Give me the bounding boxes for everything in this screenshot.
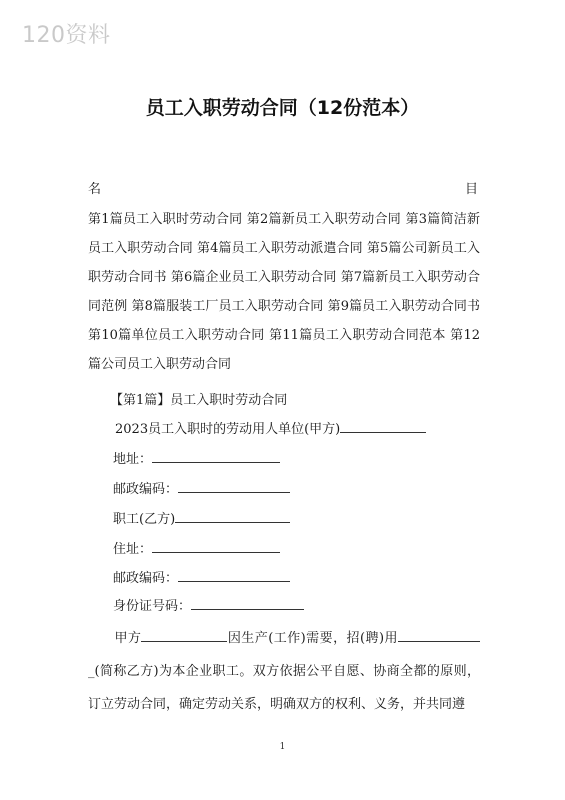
residence-label: 住址： — [113, 542, 153, 557]
watermark-logo: 120资料 — [22, 23, 111, 48]
paragraph-part-3: _(简称乙方)为本企业职工。双方依据公平自愿、协商全都的原则，订立劳动合同，确定劳动关系，明确双方的权利、义务，并共同遵 — [88, 664, 480, 712]
id-number-field — [113, 595, 304, 614]
employer-label: 2023员工入职时的劳动用人单位(甲方) — [115, 422, 341, 437]
postcode-label-2: 邮政编码： — [113, 571, 179, 586]
postcode-field-2 — [113, 567, 290, 586]
address-field — [113, 448, 280, 467]
address-blank — [152, 450, 280, 463]
toc-label-right: 目 — [464, 182, 478, 197]
id-number-label: 身份证号码： — [113, 599, 192, 614]
toc-label-left: 名 — [88, 182, 102, 197]
employer-field — [115, 418, 426, 437]
postcode-blank-2 — [178, 569, 290, 582]
paragraph-blank-1 — [141, 629, 227, 642]
postcode-field-1 — [113, 478, 290, 497]
residence-blank — [152, 540, 280, 553]
paragraph-blank-2 — [398, 629, 480, 642]
toc-heading — [88, 178, 478, 197]
table-of-contents: 第1篇员工入职时劳动合同 第2篇新员工入职劳动合同 第3篇简洁新员工入职劳动合同 第4篇员工入职劳动派遣合同 第5篇公司新员工入职劳动合同书 第6篇企业员工入职劳动合同 第7篇新员工入职劳动合同范例 第8篇服装工厂员工入职劳动合同 第9篇员工入职劳动合同书 第10篇单位员工入职劳动合同 第11篇员工入职劳动合同范本 第12篇公司员工入职劳动合同 — [88, 212, 480, 372]
page-number: 1 — [279, 742, 286, 752]
residence-field — [113, 538, 280, 557]
id-number-blank — [191, 597, 304, 610]
employer-blank — [340, 420, 426, 433]
paragraph-part-1: 甲方 — [114, 631, 142, 646]
postcode-label-1: 邮政编码： — [113, 482, 179, 497]
paragraph-part-2: 因生产(工作)需要，招(聘)用 — [227, 631, 398, 646]
employee-field — [113, 508, 290, 527]
section-heading: 【第1篇】员工入职时劳动合同 — [110, 393, 288, 408]
contract-paragraph — [88, 622, 480, 721]
document-title: 员工入职劳动合同（12份范本） — [145, 97, 420, 119]
employee-blank — [175, 510, 290, 523]
employee-label: 职工(乙方) — [113, 512, 176, 527]
postcode-blank-1 — [178, 480, 290, 493]
address-label: 地址： — [113, 452, 153, 467]
